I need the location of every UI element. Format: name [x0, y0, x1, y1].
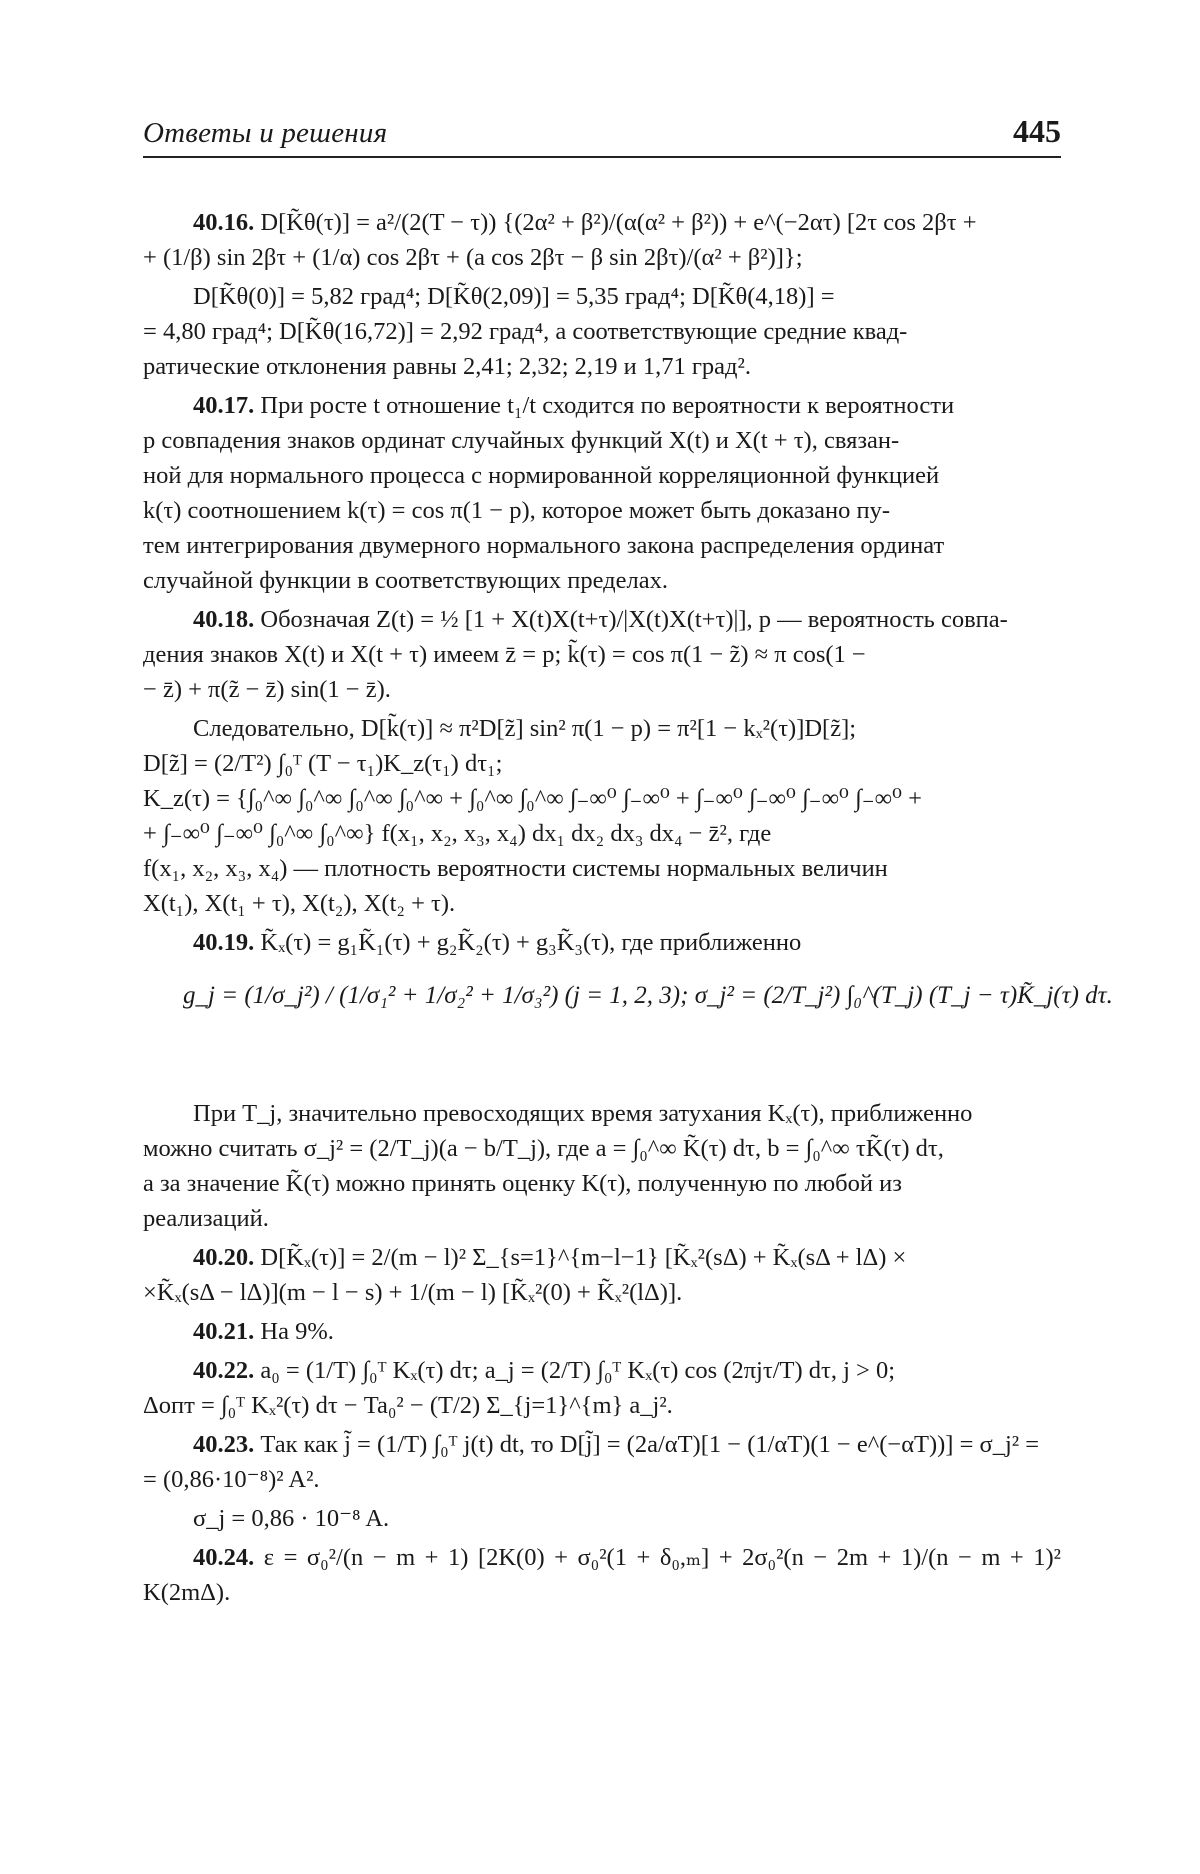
text-line [143, 886, 1061, 921]
answer-continuation [143, 711, 1061, 921]
text-line [143, 781, 1061, 816]
line-text: = (0,86·10⁻⁸)² A². [143, 1466, 320, 1493]
running-title: Ответы и решения [143, 117, 388, 149]
answer-number: 40.20. [193, 1244, 261, 1271]
line-text: При росте t отношение t₁/t сходится по вероятности к вероятности [260, 392, 955, 419]
text-line [143, 458, 1061, 493]
line-text: D[K̃ₓ(τ)] = 2/(m − l)² Σ_{s=1}^{m−l−1} [K̃ₓ²(sΔ) + K̃ₓ(sΔ + lΔ) × [260, 1244, 907, 1271]
answer-number: 40.16. [193, 209, 261, 236]
text-line [143, 1314, 1061, 1349]
page-header [143, 112, 1061, 158]
answer-paragraph [143, 1427, 1061, 1497]
answer-number: 40.19. [193, 929, 261, 956]
line-text: дения знаков X(t) и X(t + τ) имеем z̄ = p; k̃(τ) = cos π(1 − z̃) ≈ π cos(1 − [143, 641, 866, 668]
text-line [143, 637, 1061, 672]
text-line [143, 1201, 1061, 1236]
text-line [143, 1353, 1061, 1388]
answer-number: 40.18. [193, 606, 261, 633]
line-text: + ∫₋∞⁰ ∫₋∞⁰ ∫₀^∞ ∫₀^∞} f(x₁, x₂, x₃, x₄) dx₁ dx₂ dx₃ dx₄ − z̄², где [143, 820, 772, 847]
answers-before-display [143, 205, 1061, 960]
answers-text [143, 205, 1113, 1614]
text-line [143, 1427, 1061, 1462]
line-text: f(x₁, x₂, x₃, x₄) — плотность вероятности системы нормальных величин [143, 855, 888, 882]
text-line [143, 1131, 1061, 1166]
line-text: ратические отклонения равны 2,41; 2,32; 2,19 и 1,71 град². [143, 353, 751, 380]
line-text: k(τ) соотношением k(τ) = cos π(1 − p), которое может быть доказано пу- [143, 497, 890, 524]
line-text: На 9%. [260, 1318, 334, 1345]
text-line [143, 1462, 1061, 1497]
answer-number: 40.22. [193, 1357, 261, 1384]
line-text: ×K̃ₓ(sΔ − lΔ)](m − l − s) + 1/(m − l) [K̃ₓ²(0) + K̃ₓ²(lΔ)]. [143, 1279, 683, 1306]
line-text: = 4,80 град⁴; D[K̃θ(16,72)] = 2,92 град⁴, а соответствующие средние квад- [143, 318, 908, 345]
answers-after-display [143, 1096, 1061, 1610]
answer-number: 40.17. [193, 392, 261, 419]
line-text: случайной функции в соответствующих пределах. [143, 567, 668, 594]
line-text: Обозначая Z(t) = ½ [1 + X(t)X(t+τ)/|X(t)X(t+τ)|], p — вероятность совпа- [260, 606, 1008, 633]
line-text: D[K̃θ(τ)] = a²/(2(T − τ)) {(2α² + β²)/(α(α² + β²)) + e^(−2ατ) [2τ cos 2βτ + [260, 209, 977, 236]
answer-paragraph [143, 388, 1061, 598]
answer-number: 40.21. [193, 1318, 261, 1345]
line-text: K̃ₓ(τ) = g₁K̃₁(τ) + g₂K̃₂(τ) + g₃K̃₃(τ), где приближенно [260, 929, 802, 956]
answer-paragraph [143, 925, 1061, 960]
line-text: При T_j, значительно превосходящих время затухания Kₓ(τ), приближенно [193, 1100, 973, 1127]
display-formula: g_j = (1/σ_j²) / (1/σ₁² + 1/σ₂² + 1/σ₃²) (j = 1, 2, 3); σ_j² = (2/T_j²) ∫₀^(T_j) (T_j − τ)K̃_j(τ) dτ. [183, 982, 1113, 1009]
line-text: D[z̃] = (2/T²) ∫₀ᵀ (T − τ₁)K_z(τ₁) dτ₁; [143, 750, 503, 777]
line-text: можно считать σ_j² = (2/T_j)(a − b/T_j), где a = ∫₀^∞ K̃(τ) dτ, b = ∫₀^∞ τK̃(τ) dτ, [143, 1135, 944, 1162]
text-line [143, 388, 1061, 423]
text-line [143, 1501, 1061, 1536]
answer-continuation [143, 1501, 1061, 1536]
line-text: p совпадения знаков ординат случайных функций X(t) и X(t + τ), связан- [143, 427, 900, 454]
text-line [143, 240, 1061, 275]
line-text: тем интегрирования двумерного нормального закона распределения ординат [143, 532, 945, 559]
text-line [143, 602, 1061, 637]
answer-number: 40.23. [193, 1431, 261, 1458]
text-line [143, 205, 1061, 240]
line-text: а за значение K̃(τ) можно принять оценку K(τ), полученную по любой из [143, 1170, 902, 1197]
text-line [143, 563, 1061, 598]
line-text: + (1/β) sin 2βτ + (1/α) cos 2βτ + (a cos 2βτ − β sin 2βτ)/(α² + β²)]}; [143, 244, 803, 271]
display-formula-block [143, 968, 1113, 1086]
line-text: ε = σ₀²/(n − m + 1) [2K(0) + σ₀²(1 + δ₀,ₘ] + 2σ₀²(n − 2m + 1)/(n − m + 1)² K(2mΔ). [143, 1544, 1062, 1606]
text-line [143, 279, 1061, 314]
text-line [143, 1540, 1061, 1610]
line-text: D[K̃θ(0)] = 5,82 град⁴; D[K̃θ(2,09)] = 5,35 град⁴; D[K̃θ(4,18)] = [193, 283, 835, 310]
line-text: Δопт = ∫₀ᵀ Kₓ²(τ) dτ − Ta₀² − (T/2) Σ_{j=1}^{m} a_j². [143, 1392, 673, 1419]
text-line [143, 816, 1061, 851]
text-line [143, 1166, 1061, 1201]
text-line [143, 314, 1061, 349]
text-line [143, 423, 1061, 458]
text-line [143, 925, 1061, 960]
line-text: Так как j̃ = (1/T) ∫₀ᵀ j(t) dt, то D[j̃] = (2a/αT)[1 − (1/αT)(1 − e^(−αT))] = σ_j² = [260, 1431, 1040, 1458]
line-text: − z̄) + π(z̃ − z̄) sin(1 − z̄). [143, 676, 391, 703]
line-text: σ_j = 0,86 · 10⁻⁸ A. [193, 1505, 390, 1532]
text-line [143, 493, 1061, 528]
line-text: Следовательно, D[k̃(τ)] ≈ π²D[z̃] sin² π(1 − p) = π²[1 − kₓ²(τ)]D[z̃]; [193, 715, 857, 742]
line-text: a₀ = (1/T) ∫₀ᵀ Kₓ(τ) dτ; a_j = (2/T) ∫₀ᵀ Kₓ(τ) cos (2πjτ/T) dτ, j > 0; [260, 1357, 896, 1384]
text-line [143, 1388, 1061, 1423]
line-text: X(t₁), X(t₁ + τ), X(t₂), X(t₂ + τ). [143, 890, 456, 917]
text-line [143, 528, 1061, 563]
answer-paragraph [143, 205, 1061, 275]
answer-continuation [143, 1096, 1061, 1236]
text-line [143, 1240, 1061, 1275]
answer-paragraph [143, 602, 1061, 707]
answer-number: 40.24. [193, 1544, 264, 1571]
answer-paragraph [143, 1540, 1061, 1610]
text-line [143, 851, 1061, 886]
answer-continuation [143, 279, 1061, 384]
line-text: реализаций. [143, 1205, 269, 1232]
answer-paragraph [143, 1240, 1061, 1310]
page-number: 445 [1013, 113, 1061, 149]
answer-paragraph [143, 1353, 1061, 1423]
text-line [143, 746, 1061, 781]
text-line [143, 1096, 1061, 1131]
line-text: K_z(τ) = {∫₀^∞ ∫₀^∞ ∫₀^∞ ∫₀^∞ + ∫₀^∞ ∫₀^∞ ∫₋∞⁰ ∫₋∞⁰ + ∫₋∞⁰ ∫₋∞⁰ ∫₋∞⁰ ∫₋∞⁰ + [143, 785, 922, 812]
text-line [143, 672, 1061, 707]
answer-paragraph [143, 1314, 1061, 1349]
line-text: ной для нормального процесса с нормированной корреляционной функцией [143, 462, 940, 489]
text-line [143, 1275, 1061, 1310]
text-line [143, 711, 1061, 746]
text-line [143, 349, 1061, 384]
